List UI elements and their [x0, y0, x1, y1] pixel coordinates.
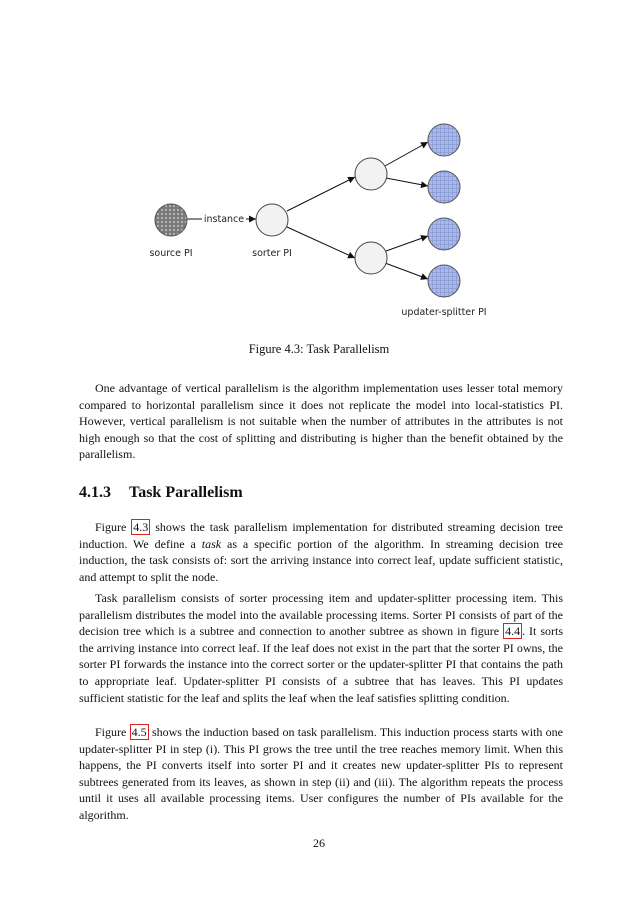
p3-text-b: . It sorts the arriving instance into correct leaf. If the leaf does not exist in the part that the sorter PI owns, the sorter PI forwards the instance into the correct sorter or the updater-splitter PI that contains the path to appropriate leaf. Updater-splitter PI consists of a subtree that has leaves. This PI updates sufficient statistic for the leaf and splits the leaf when the leaf satisfies splitting condition.	[79, 624, 563, 705]
page-number: 26	[313, 836, 325, 850]
p3-text-a: Task parallelism consists of sorter processing item and updater-splitter processing item. This parallelism distributes the model into the available processing items. Sorter PI consists of part of the decision tree which is a subtree and connection to another subtree as shown in figure	[79, 591, 563, 639]
sorter-child-node-upper	[355, 158, 387, 190]
paragraph-induction-process	[79, 724, 563, 824]
paragraph-task-definition	[79, 519, 563, 585]
p2-text-c: as a specific portion of the algorithm. In streaming decision tree induction, the task consists of: sort the arriving instance into correct leaf, update sufficient statistic, and attempt to split the node.	[79, 536, 563, 584]
sorter-pi-label: sorter PI	[252, 248, 292, 259]
figure-ref-4-5[interactable]: 4.5	[131, 725, 147, 739]
figure-ref-4-4[interactable]: 4.4	[505, 624, 521, 639]
p2-text-a: Figure	[95, 520, 132, 534]
task-parallelism-diagram	[0, 0, 638, 340]
source-pi-node	[155, 204, 187, 236]
sorter-child-node-lower	[355, 242, 387, 274]
section-title: Task Parallelism	[129, 484, 243, 501]
instance-label: instance	[203, 214, 245, 225]
edge-upper-node-to-leaf-1	[385, 142, 428, 166]
sorter-pi-node	[256, 204, 288, 236]
edge-sorter-to-upper-node	[287, 177, 355, 211]
figure-ref-4-3[interactable]: 4.3	[133, 520, 149, 534]
updater-splitter-leaf-2	[428, 171, 460, 203]
p4-text-b: shows the induction based on task parallelism. This induction process starts with one updater-splitter PI in step (i). This PI grows the tree until the tree reaches memory limit. When this happens, the PI converts itself into sorter PI and it creates new updater-splitter PIs to represent subtrees generated from its leaves, as shown in step (ii) and (iii). The algorithm repeats the process until it uses all available processing items. User configures the number of PIs available for the algorithm.	[79, 725, 563, 822]
source-pi-label: source PI	[149, 248, 193, 259]
updater-splitter-leaf-1	[428, 124, 460, 156]
paragraph-sorter-updater	[79, 590, 563, 706]
edge-lower-node-to-leaf-3	[386, 236, 428, 251]
figure-caption: Figure 4.3: Task Parallelism	[248, 342, 390, 356]
updater-splitter-leaf-4	[428, 265, 460, 297]
section-number: 4.1.3	[79, 484, 111, 501]
updater-splitter-leaf-3	[428, 218, 460, 250]
p2-text-b: shows the task parallelism implementation for distributed streaming decision tree induction. We define a	[79, 520, 563, 551]
updater-splitter-pi-label: updater-splitter PI	[401, 307, 487, 318]
edge-sorter-to-lower-node	[287, 227, 355, 258]
edge-lower-node-to-leaf-4	[385, 263, 428, 279]
p2-emphasis-task: task	[201, 536, 222, 551]
p4-text-a: Figure	[95, 725, 130, 739]
edge-upper-node-to-leaf-2	[386, 178, 428, 186]
paragraph-vertical-parallelism: One advantage of vertical parallelism is the algorithm implementation uses lesser total memory compared to horizontal parallelism since it does not replicate the model into local-statistics PI. However, vertical parallelism is not suitable when the number of attributes in the attributes is not high enough so that the cost of splitting and distributing is higher than the benefit obtained by the parallelism.	[79, 381, 563, 462]
section-heading	[79, 484, 563, 502]
